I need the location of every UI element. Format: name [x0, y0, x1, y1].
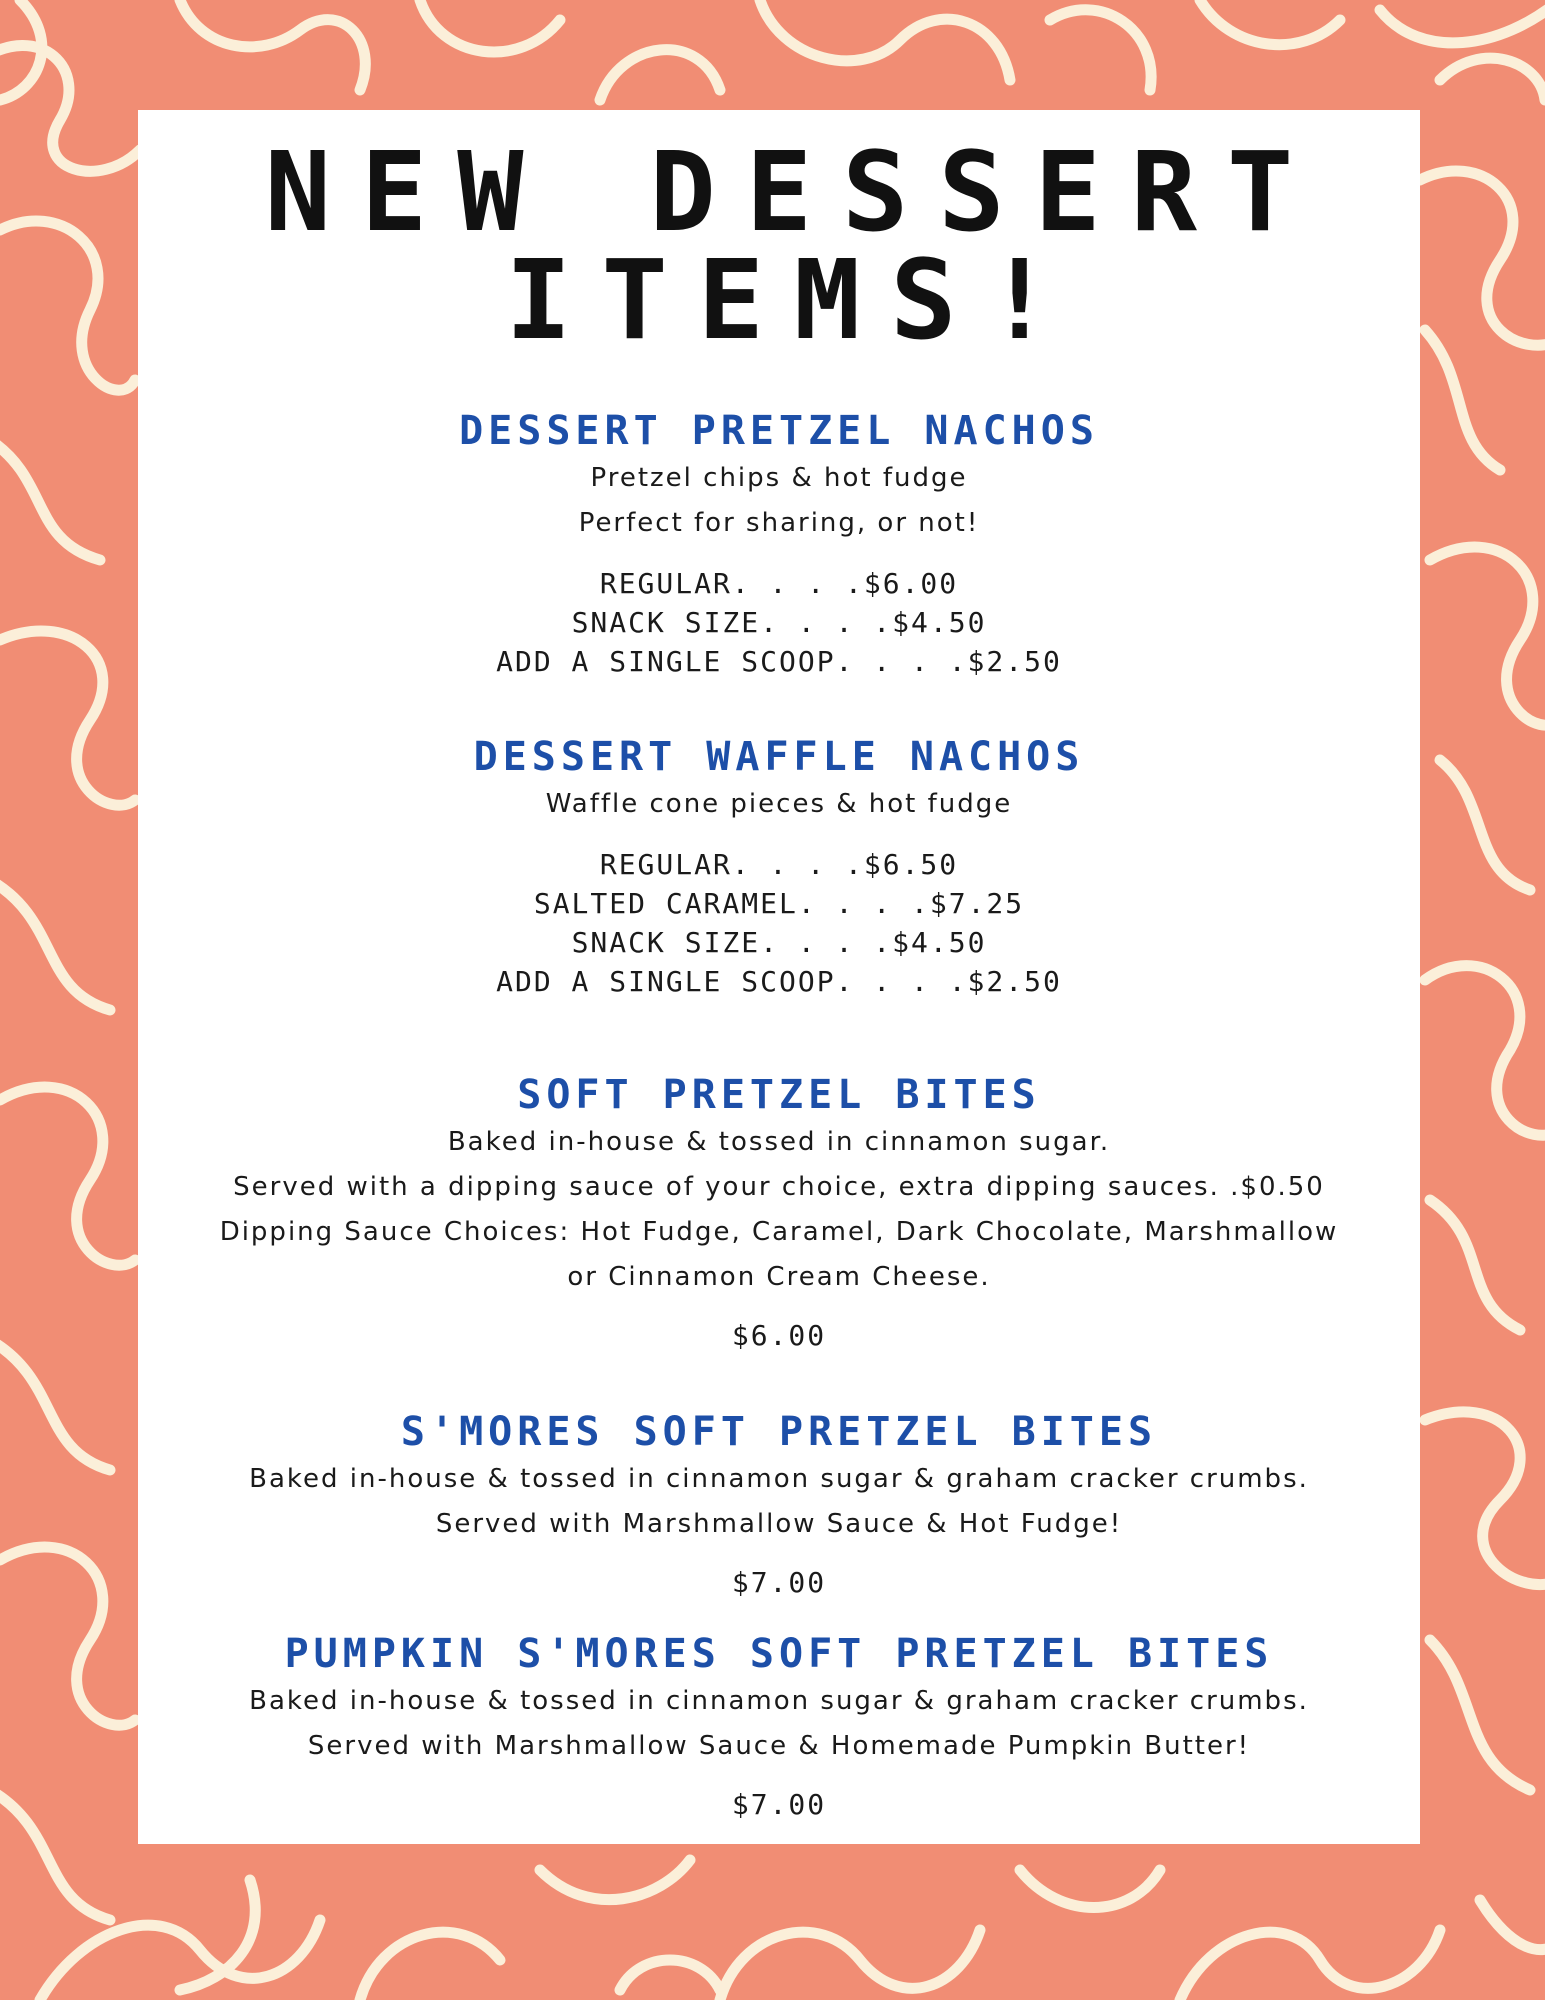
- section-description-line: Pretzel chips & hot fudge: [590, 463, 968, 493]
- section-description-line: Baked in-house & tossed in cinnamon sugar & graham cracker crumbs.: [249, 1464, 1309, 1494]
- price-line: SNACK SIZE. . . .$4.50: [571, 606, 987, 639]
- section-description-line: Served with Marshmallow Sauce & Homemade Pumpkin Butter!: [307, 1731, 1251, 1761]
- price-line: REGULAR. . . .$6.50: [599, 848, 959, 881]
- price-line: REGULAR. . . .$6.00: [599, 567, 959, 600]
- section-title: DESSERT WAFFLE NACHOS: [473, 734, 1085, 780]
- price-line: ADD A SINGLE SCOOP. . . .$2.50: [496, 965, 1062, 998]
- menu-title-line-1: NEW DESSERT: [264, 128, 1324, 256]
- section-description-line: or Cinnamon Cream Cheese.: [567, 1262, 991, 1292]
- menu-card: [138, 110, 1420, 1844]
- price-line: ADD A SINGLE SCOOP. . . .$2.50: [496, 645, 1062, 678]
- menu-title: [138, 128, 1420, 364]
- section-description-line: Baked in-house & tossed in cinnamon sugar.: [447, 1127, 1111, 1157]
- price-list: [138, 564, 1420, 681]
- menu-section-dessert-waffle-nachos: [138, 732, 1420, 1001]
- section-price: $6.00: [731, 1319, 827, 1352]
- menu-section-soft-pretzel-bites: [138, 1070, 1420, 1356]
- section-description-line: Baked in-house & tossed in cinnamon sugar & graham cracker crumbs.: [249, 1686, 1309, 1716]
- section-description-line: Perfect for sharing, or not!: [578, 508, 980, 538]
- menu-section-pumpkin-smores-soft-pretzel-bites: [138, 1629, 1420, 1825]
- price-line: SALTED CARAMEL. . . .$7.25: [533, 887, 1025, 920]
- price-line: SNACK SIZE. . . .$4.50: [571, 926, 987, 959]
- section-title: SOFT PRETZEL BITES: [517, 1072, 1041, 1118]
- menu-section-smores-soft-pretzel-bites: [138, 1407, 1420, 1603]
- section-price: $7.00: [731, 1788, 827, 1821]
- section-description-line: Dipping Sauce Choices: Hot Fudge, Caramel, Dark Chocolate, Marshmallow: [219, 1217, 1339, 1247]
- section-description-line: Served with a dipping sauce of your choice, extra dipping sauces. .$0.50: [233, 1172, 1325, 1202]
- section-price: $7.00: [731, 1566, 827, 1599]
- section-title: S'MORES SOFT PRETZEL BITES: [400, 1409, 1158, 1455]
- menu-title-line-2: ITEMS!: [505, 236, 1083, 364]
- section-title: PUMPKIN S'MORES SOFT PRETZEL BITES: [284, 1631, 1274, 1677]
- section-description-line: Waffle cone pieces & hot fudge: [545, 789, 1013, 819]
- menu-section-dessert-pretzel-nachos: [138, 406, 1420, 681]
- section-description-line: Served with Marshmallow Sauce & Hot Fudge!: [435, 1509, 1123, 1539]
- section-title: DESSERT PRETZEL NACHOS: [459, 408, 1099, 454]
- price-list: [138, 845, 1420, 1001]
